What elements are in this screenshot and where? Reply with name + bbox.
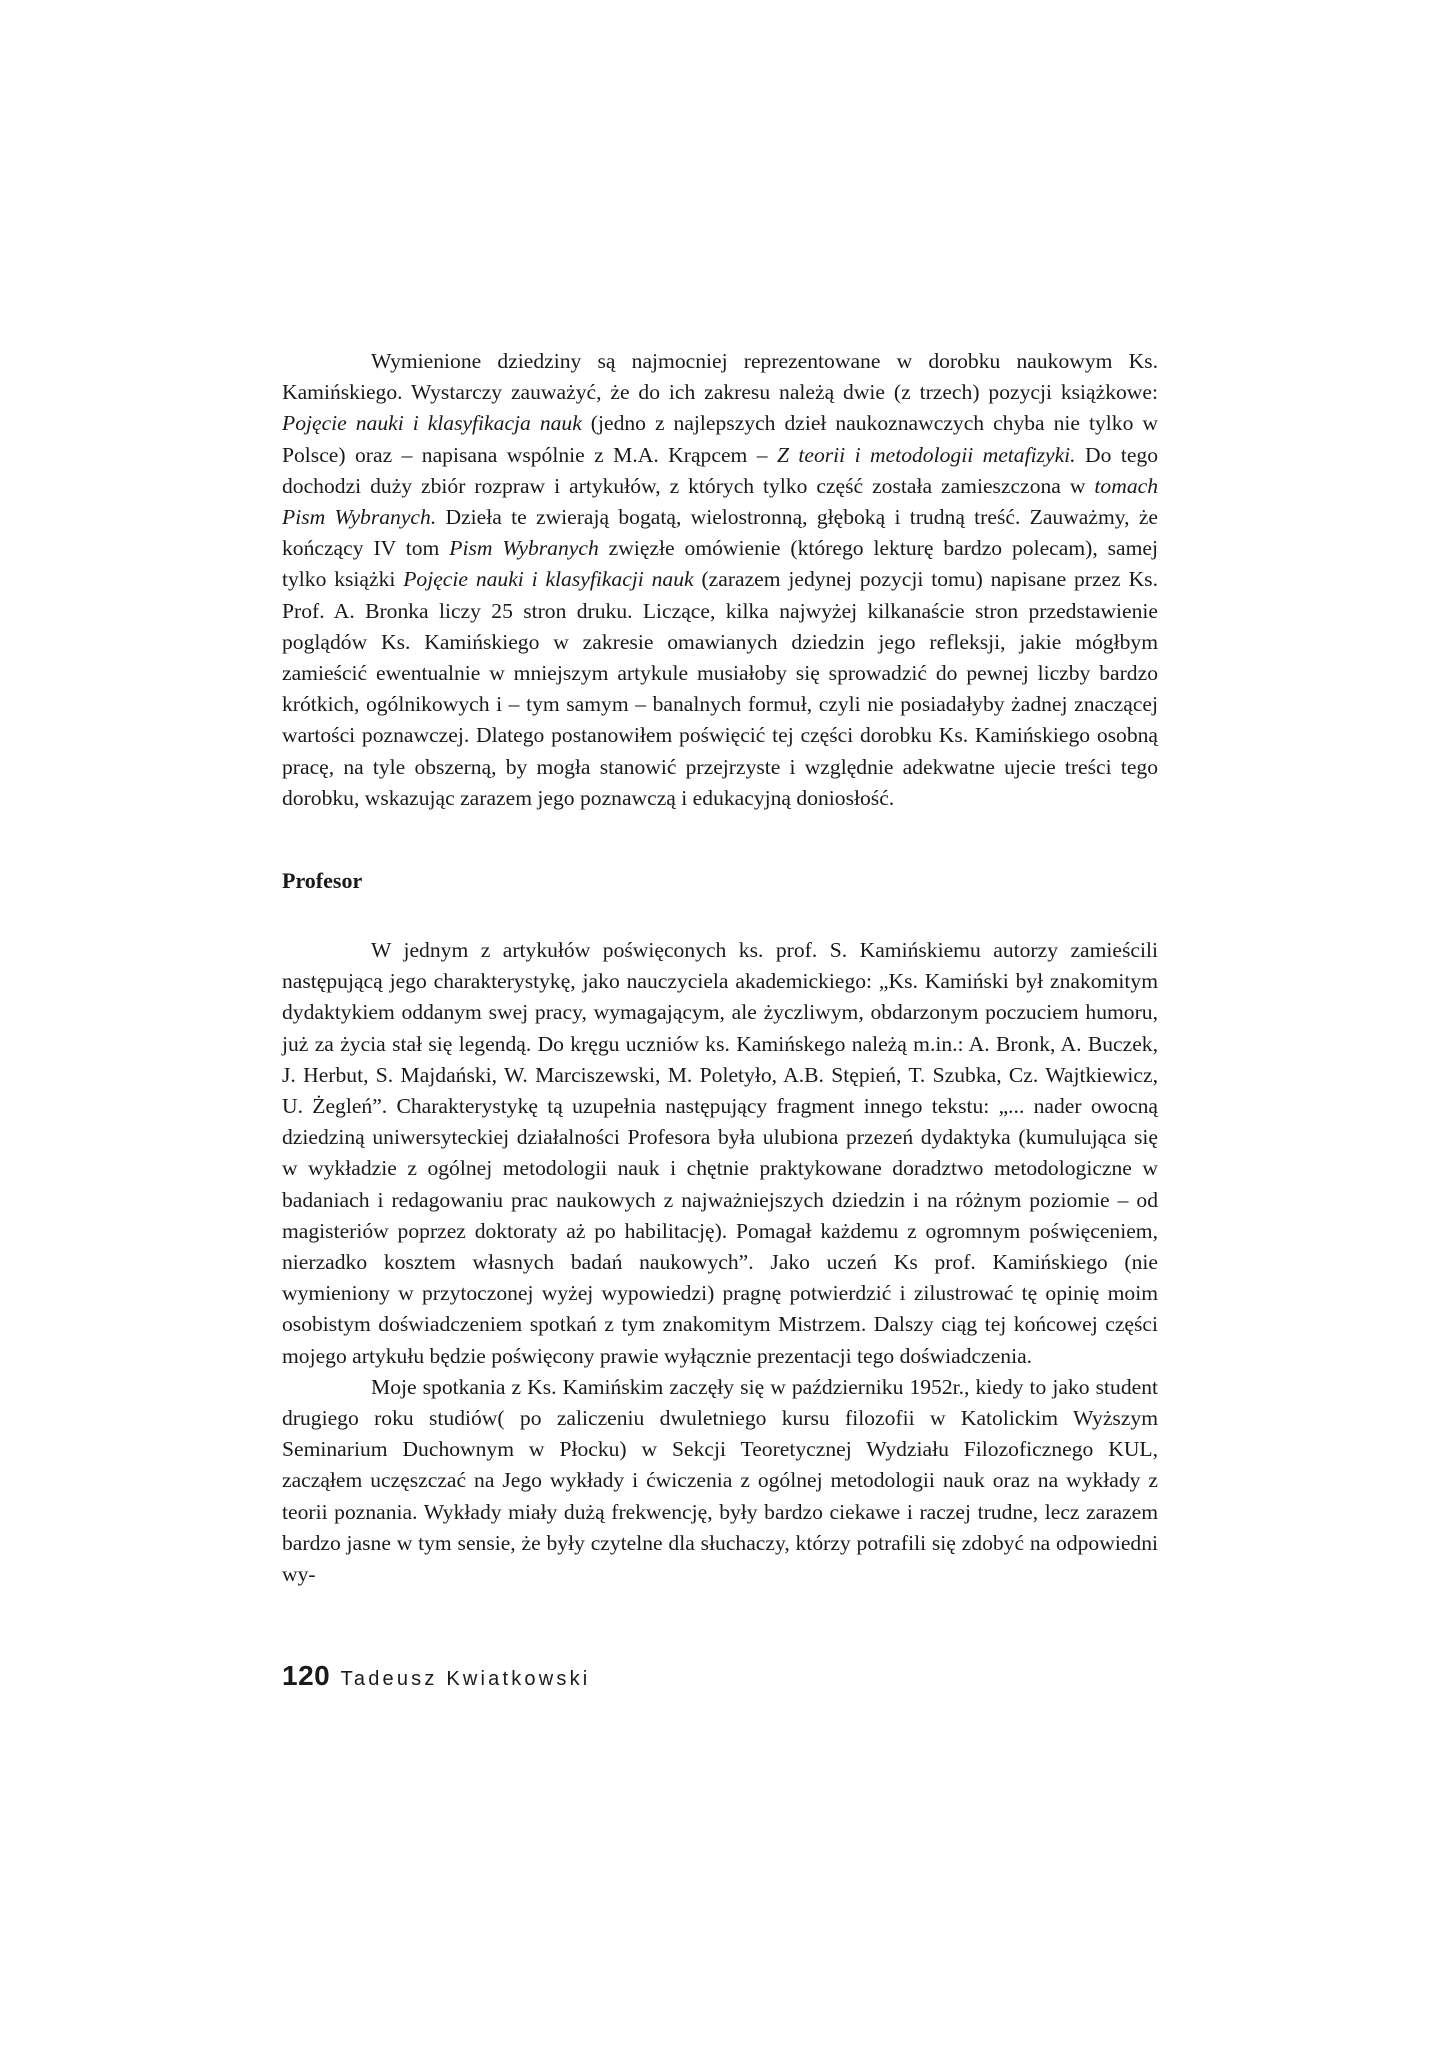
body-paragraph-2: Moje spotkania z Ks. Kamińskim zaczęły się w październiku 1952r., kiedy to jako student drugiego roku studiów( po zaliczeniu dwuletniego kursu filozofii w Katolickim Wyższym Seminarium Duchownym w Płocku) w Sekcji Teoretycznej Wydziału Filozoficznego KUL, zacząłem uczęszczać na Jego wykłady i ćwiczenia z ogólnej metodologii nauk oraz na wykłady z teorii poznania. Wykłady miały dużą frekwencję, były bardzo ciekawe i raczej trudne, lecz zarazem bardzo jasne w tym sensie, że były czytelne dla słuchaczy, którzy potrafili się zdobyć na odpowiedni wy- [282,1374,1158,1587]
section-text-block [282,935,1158,1590]
author-name: Tadeusz Kwiatkowski [340,1668,591,1690]
page-footer [282,1660,590,1692]
body-paragraph-1: W jednym z artykułów poświęconych ks. prof. S. Kamińskiemu autorzy zamieścili następującą jego charakterystykę, jako nauczyciela akademickiego: „Ks. Kamiński był znakomitym dydaktykiem oddanym swej pracy, wymagającym, ale życzliwym, obdarzonym poczuciem humoru, już za życia stał się legendą. Do kręgu uczniów ks. Kamińskego należą m.in.: A. Bronk, A. Buczek, J. Herbut, S. Majdański, W. Marciszewski, M. Poletyło, A.B. Stępień, T. Szubka, Cz. Wajtkiewicz, U. Żegleń”. Charakterystykę tą uzupełnia następujący fragment innego tekstu: „... nader owocną dziedziną uniwersyteckiej działalności Profesora była ulubiona przezeń dydaktyka (kumulująca się w wykładzie z ogólnej metodologii nauk i chętnie praktykowane doradztwo metodologiczne w badaniach i redagowaniu prac naukowych z najważniejszych dziedzin i na różnym poziomie – od magisteriów poprzez doktoraty aż po habilitację). Pomagał każdemu z ogromnym poświęceniem, nierzadko kosztem własnych badań naukowych”. Jako uczeń Ks prof. Kamińskiego (nie wymieniony w przytoczonej wyżej wypowiedzi) pragnę potwierdzić i zilustrować tę opinię moim osobistym doświadczeniem spotkań z tym znakomitym Mistrzem. Dalszy ciąg tej końcowej części mojego artykułu będzie poświęcony prawie wyłącznie prezentacji tego doświadczenia. [282,938,1158,1368]
intro-text-block [282,346,1158,814]
intro-paragraph: Wymienione dziedziny są najmocniej reprezentowane w dorobku naukowym Ks. Kamińskiego. Wystarczy zauważyć, że do ich zakresu należą dwie (z trzech) pozycji książkowe: Pojęcie nauki i klasyfikacja nauk (jedno z najlepszych dzieł naukoznawczych chyba nie tylko w Polsce) oraz – napisana wspólnie z M.A. Krąpcem – Z teorii i metodologii metafizyki. Do tego dochodzi duży zbiór rozpraw i artykułów, z których tylko część została zamieszczona w tomach Pism Wybranych. Dzieła te zwierają bogatą, wielostronną, głęboką i trudną treść. Zauważmy, że kończący IV tom Pism Wybranych zwięzłe omówienie (którego lekturę bardzo polecam), samej tylko książki Pojęcie nauki i klasyfikacji nauk (zarazem jedynej pozycji tomu) napisane przez Ks. Prof. A. Bronka liczy 25 stron druku. Liczące, kilka najwyżej kilkanaście stron przedstawienie poglądów Ks. Kamińskiego w zakresie omawianych dziedzin jego refleksji, jakie mógłbym zamieścić ewentualnie w mniejszym artykule musiałoby się sprowadzić do pewnej liczby bardzo krótkich, ogólnikowych i – tym samym – banalnych formuł, czyli nie posiadałyby żadnej znaczącej wartości poznawczej. Dlatego postanowiłem poświęcić tej części dorobku Ks. Kamińskiego osobną pracę, na tyle obszerną, by mogła stanowić przejrzyste i względnie adekwatne ujecie treści tego dorobku, wskazując zarazem jego poznawczą i edukacyjną doniosłość. [282,349,1159,810]
page-number: 120 [282,1660,331,1691]
section-heading: Profesor [282,868,363,893]
